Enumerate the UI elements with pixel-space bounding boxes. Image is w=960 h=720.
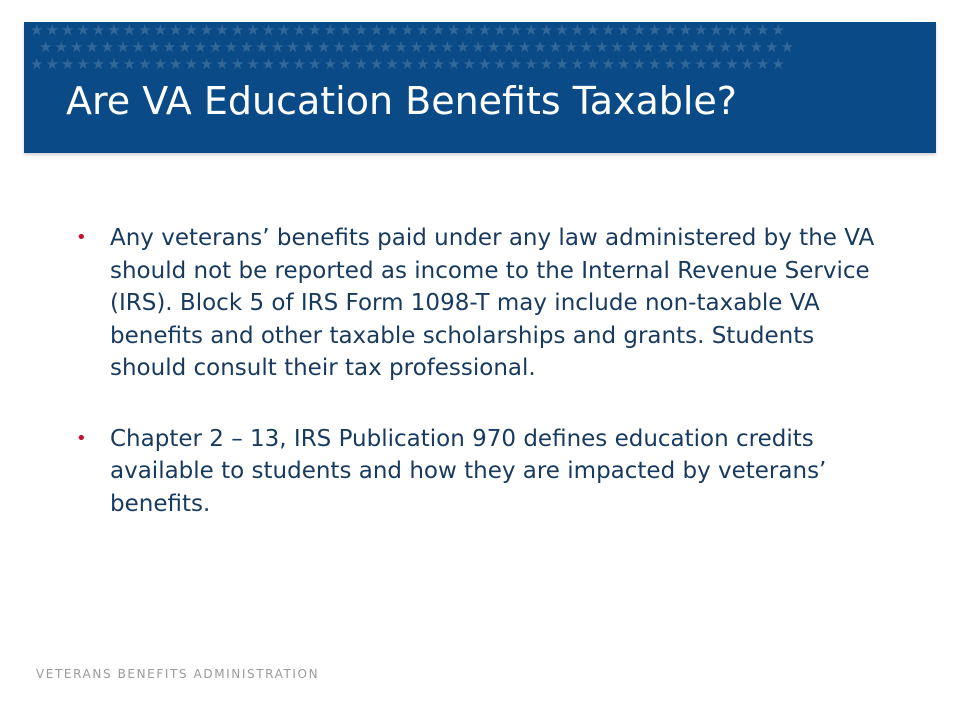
bullet-text: Chapter 2 – 13, IRS Publication 970 defines education credits available to students and how they are impacted by veterans’ benefits.	[110, 425, 827, 517]
slide-title: Are VA Education Benefits Taxable?	[66, 79, 737, 123]
bullet-item	[76, 423, 896, 521]
bullet-dot-icon: •	[76, 427, 87, 449]
bullet-text: Any veterans’ benefits paid under any law administered by the VA should not be reported as income to the Internal Revenue Service (IRS). Block 5 of IRS Form 1098-T may include non-taxable VA benefits and other taxable scholarships and grants. Students should consult their tax professional.	[110, 225, 875, 381]
bullet-list	[76, 222, 896, 558]
footer-organization-name: VETERANS BENEFITS ADMINISTRATION	[36, 667, 320, 681]
star-pattern-decoration: ★★★★★★★★★★★★★★★★★★★★★★★★★★★★★★★★★★★★★★★★★★★★★★★★★ ★★★★★★★★★★★★★★★★★★★★★★★★★★★★★★★★★★★★★★★★★★★★★★★★★ ★★★★★★★★★★★★★★★★★★★★★★★★★★★★★★★★★★★★★★★★★★★★★★★★★	[30, 22, 796, 73]
title-banner	[24, 22, 936, 153]
bullet-item	[76, 222, 896, 385]
bullet-dot-icon: •	[76, 227, 87, 248]
